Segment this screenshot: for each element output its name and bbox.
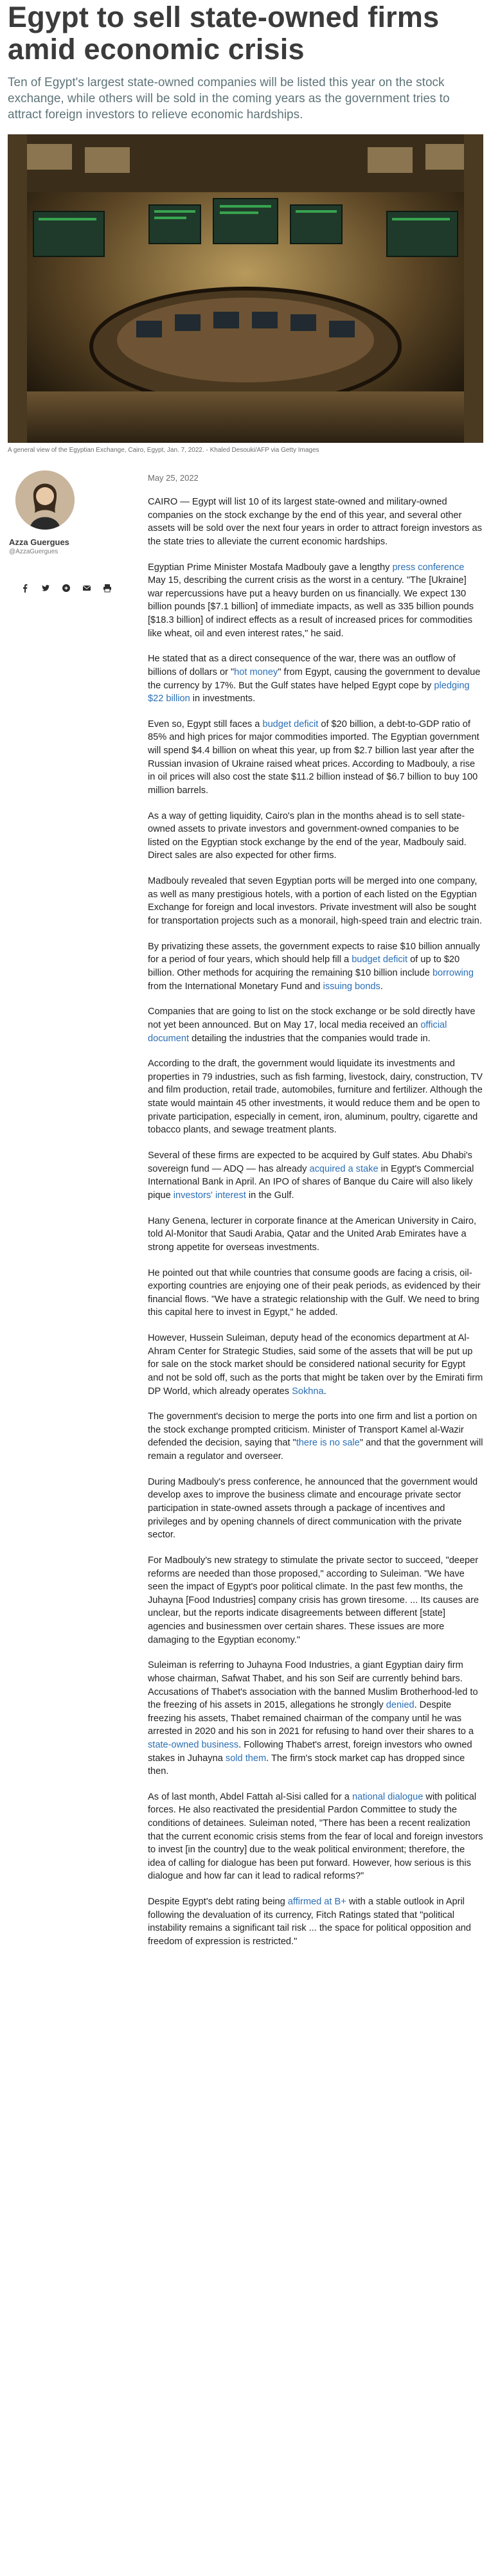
- inline-link[interactable]: denied: [386, 1700, 415, 1711]
- paragraph-text: Companies that are going to list on the stock exchange or be sold directly have not yet been announced. But on May 17, local media received an: [148, 1006, 476, 1030]
- inline-link[interactable]: pledging $22 billion: [148, 680, 470, 704]
- publish-date: May 25, 2022: [148, 473, 199, 483]
- paragraph-text: Several of these firms are expected to be acquired by Gulf states. Abu Dhabi's sovereign fund — ADQ — has already: [148, 1150, 472, 1174]
- paragraph-text: During Madbouly's press conference, he announced that the government would develop axes to improve the business climate and encourage private sector participation in state-owned assets through a package of incentives and privileges and by opening channels of direct communication with the private sector.: [148, 1476, 478, 1541]
- email-icon[interactable]: [82, 584, 91, 593]
- inline-link[interactable]: sold them: [225, 1753, 267, 1764]
- paragraph-text: However, Hussein Suleiman, deputy head of the economics department at Al-Ahram Center for Strategic Studies, said some of the assets that will be put up for sale on the stock market should be considered national security for Egypt and not be sold off, such as the ports that might be taken over by the Emirati firm DP World, which already operates: [148, 1333, 483, 1397]
- inline-link[interactable]: national dialogue: [352, 1791, 424, 1802]
- article-paragraph: [148, 940, 483, 993]
- paragraph-text: CAIRO — Egypt will list 10 of its largest state-owned and military-owned companies on the stock exchange by the end of this year, and several other assets will be sold over the next four years in order to attract foreign investors as the state tries to alleviate the current economic hardships.: [148, 497, 482, 547]
- inline-link[interactable]: issuing bonds: [323, 981, 380, 992]
- stock-exchange-photo: [8, 134, 483, 443]
- inline-link[interactable]: budget deficit: [262, 719, 319, 729]
- inline-link[interactable]: press conference: [392, 562, 465, 573]
- article-paragraph: [148, 652, 483, 705]
- paragraph-text: from the International Monetary Fund and: [148, 981, 323, 992]
- inline-link[interactable]: affirmed at B+: [287, 1897, 346, 1908]
- article-paragraph: [148, 1476, 483, 1542]
- paragraph-text: Madbouly revealed that seven Egyptian ports will be merged into one company, as well as many prestigious hotels, with a portion of each listed on the Egyptian Exchange for foreign and local investors. Private investment will also be sought for transportation projects such as a monorail, high-speed train and electric train.: [148, 876, 482, 926]
- image-caption: A general view of the Egyptian Exchange, Cairo, Egypt, Jan. 7, 2022. - Khaled Desouki/AFP via Getty Images: [8, 447, 319, 454]
- article-paragraph: [148, 1791, 483, 1883]
- article-paragraph: [148, 496, 483, 548]
- article-paragraph: [148, 1215, 483, 1255]
- paragraph-text: He stated that as a direct consequence of the war, there was an outflow of billions of dollars or ": [148, 654, 456, 677]
- inline-link[interactable]: hot money: [234, 666, 278, 677]
- article-paragraph: [148, 561, 483, 641]
- inline-link[interactable]: borrowing: [432, 967, 474, 978]
- paragraph-text: in investments.: [190, 693, 256, 704]
- paragraph-text: with a stable outlook in April following the devaluation of its currency, Fitch Ratings stated that "political instability remains a significant tail risk ... the space for political opposition and freedom of expression is restricted.": [148, 1897, 471, 1947]
- paragraph-text: " and that the government will remain a regulator and overseer.: [148, 1438, 483, 1462]
- article-paragraph: [148, 1554, 483, 1647]
- article-paragraph: [148, 1410, 483, 1463]
- inline-link[interactable]: there is no sale: [296, 1438, 360, 1449]
- article-headline: Egypt to sell state-owned firms amid economic crisis: [8, 1, 440, 66]
- paragraph-text: For Madbouly's new strategy to stimulate the private sector to succeed, "deeper reforms are needed than those proposed," according to Suleiman. "We have seen the impact of Egypt's poor political climate. In the past few months, the Juhayna [Food Industries] company crisis has grown tiresome. ... Its causes are unclear, but the reports indicate disagreements between different [state] agencies and businessmen over certain shares. These issues are more damaging to the Egyptian economy.": [148, 1555, 479, 1645]
- paragraph-text: According to the draft, the government would liquidate its investments and properties in 79 industries, such as fish farming, livestock, dairy, construction, TV and film production, retail trade, automobiles, furniture and fertilizer. Although the state would maintain 45 other investments, it would reduce them and be open to private participation, especially in cement, iron, aluminum, poultry, cigarette and tobacco plants, and sewage treatment plants.: [148, 1059, 483, 1136]
- paragraph-text: As a way of getting liquidity, Cairo's plan in the months ahead is to sell state-owned assets to private investors and government-owned companies to be listed on the Egyptian stock exchange by the end of the year, Madbouly said. Direct sales are also expected for other firms.: [148, 810, 467, 861]
- author-handle[interactable]: @AzzaGuergues: [9, 548, 58, 555]
- paragraph-text: Egyptian Prime Minister Mostafa Madbouly gave a lengthy: [148, 562, 393, 573]
- twitter-icon[interactable]: [41, 584, 50, 593]
- article-paragraph: [148, 1895, 483, 1948]
- paragraph-text: Despite Egypt's debt rating being: [148, 1897, 288, 1908]
- article-paragraph: [148, 1057, 483, 1137]
- inline-link[interactable]: investors' interest: [173, 1190, 246, 1201]
- article-paragraph: [148, 1149, 483, 1202]
- paragraph-text: detailing the industries that the companies would trade in.: [189, 1033, 431, 1044]
- paragraph-text: with political forces. He also reactivated the presidential Pardon Committee to study the conditions of detainees. Suleiman noted, "There has been a recent realization that the current economic crisis stems from the fear of local and foreign investors to invest [in the country] due to the weak political environment; therefore, the idea of calling for dialogue has been put forward. However, how serious is this dialogue and how far can it lead to radical reforms?": [148, 1791, 483, 1882]
- article-paragraph: [148, 1267, 483, 1319]
- author-name[interactable]: Azza Guergues: [9, 537, 69, 547]
- inline-link[interactable]: Sokhna: [292, 1386, 324, 1397]
- paragraph-text: Even so, Egypt still faces a: [148, 719, 263, 729]
- inline-link[interactable]: budget deficit: [352, 954, 408, 965]
- paragraph-text: in Egypt's Commercial International Bank in April. An IPO of shares of Banque du Caire will also likely pique: [148, 1163, 474, 1201]
- facebook-icon[interactable]: [21, 584, 30, 593]
- article-paragraph: [148, 1659, 483, 1778]
- print-icon[interactable]: [103, 584, 112, 593]
- paragraph-text: .: [380, 981, 383, 992]
- share-bar: [21, 584, 136, 593]
- article-paragraph: [148, 810, 483, 863]
- inline-link[interactable]: official document: [148, 1019, 447, 1044]
- author-avatar[interactable]: [15, 470, 75, 530]
- paragraph-text: By privatizing these assets, the government expects to raise $10 billion annually for a period of four years, which should help fill a: [148, 941, 480, 965]
- paragraph-text: of $20 billion, a debt-to-GDP ratio of 85% and high prices for major commodities imported. The Egyptian government will spend $4.4 billion on wheat this year, up from $2.7 billion last year after the Russian invasion of Ukraine raised wheat prices. According to Madbouly, a rise in oil prices will also cost the state $11.2 billion instead of $6.7 billion to buy 100 million barrels.: [148, 719, 479, 796]
- article-paragraph: [148, 1332, 483, 1398]
- paragraph-text: in the Gulf.: [246, 1190, 294, 1201]
- paragraph-text: Hany Genena, lecturer in corporate finance at the American University in Cairo, told Al-Monitor that Saudi Arabia, Qatar and the United Arab Emirates have a strong appetite for overseas investments.: [148, 1215, 477, 1253]
- hero-image: [8, 134, 483, 443]
- link-icon[interactable]: [62, 584, 71, 593]
- paragraph-text: May 15, describing the current crisis as the worst in a century. "The [Ukraine] war repercussions have put a heavy burden on us financially. We expect 130 billion pounds [$7.1 billion] of immediate impacts, as well as 335 billion pounds [$18.3 billion] of indirect effects as a result of increased prices for commodities like wheat, oil and even interest rates," he said.: [148, 575, 474, 639]
- article-body-wrapper: [8, 470, 483, 1961]
- article-deck: Ten of Egypt's largest state-owned companies will be listed this year on the stock exchange, while others will be sold in the coming years as the government tries to attract foreign investors to relieve economic hardships.: [8, 76, 450, 121]
- paragraph-text: As of last month, Abdel Fattah al-Sisi called for a: [148, 1791, 352, 1802]
- paragraph-text: The government's decision to merge the ports into one firm and list a portion on the stock exchange prompted criticism. Minister of Transport Kamel al-Wazir defended the decision, saying that ": [148, 1411, 478, 1449]
- article-paragraph: [148, 875, 483, 927]
- paragraph-text: " from Egypt, causing the government to devalue the currency by 17%. But the Gulf states have helped Egypt cope by: [148, 666, 481, 691]
- paragraph-text: . Despite freezing his assets, Thabet remained chairman of the company until he was arrested in 2020 and his son in 2021 for refusing to hand over their shares to a: [148, 1700, 474, 1737]
- article-text: [136, 470, 483, 1961]
- paragraph-text: .: [323, 1386, 326, 1397]
- paragraph-text: of up to $20 billion. Other methods for acquiring the remaining $10 billion include: [148, 954, 460, 978]
- paragraph-text: . The firm's stock market cap has dropped since then.: [148, 1753, 465, 1777]
- article-paragraph: [148, 718, 483, 798]
- paragraph-text: . Following Thabet's arrest, foreign investors who owned stakes in Juhayna: [148, 1739, 472, 1764]
- paragraph-list: [148, 496, 483, 1949]
- paragraph-text: He pointed out that while countries that consume goods are facing a crisis, oil-exporting countries are enjoying one of their peak periods, as evidenced by their financial flows. "We have a strategic relationship with the Gulf. We need to bring this capital here to invest in Egypt," he added.: [148, 1267, 481, 1318]
- article-paragraph: [148, 1005, 483, 1045]
- inline-link[interactable]: acquired a stake: [309, 1163, 379, 1174]
- inline-link[interactable]: state-owned business: [148, 1739, 239, 1750]
- author-sidebar: [8, 470, 136, 1961]
- paragraph-text: Suleiman is referring to Juhayna Food Industries, a giant Egyptian dairy firm whose chairman, Safwat Thabet, and his son Seif are currently behind bars. Accusations of Thabet's association with the banned Muslim Brotherhood-led to the freezing of his assets in 2015, allegations he strongly: [148, 1660, 478, 1711]
